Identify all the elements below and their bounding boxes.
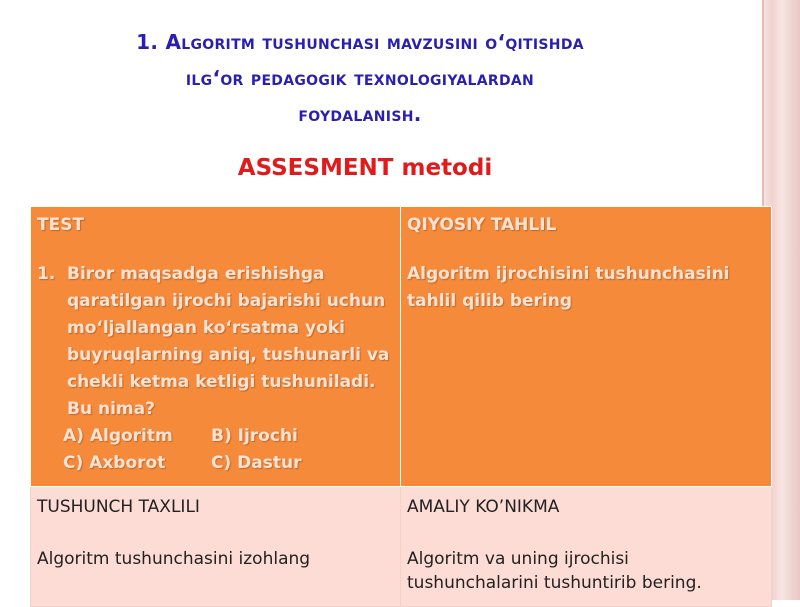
answer-options <box>37 423 394 477</box>
test-question <box>37 261 394 423</box>
assessment-table <box>30 206 772 607</box>
amaliy-heading: AMALIY KO’NIKMA <box>407 497 560 517</box>
amaliy-cell <box>401 487 772 607</box>
title-line-3: foydalanish. <box>298 102 422 126</box>
answer-option: B) Ijrochi <box>211 426 298 446</box>
answer-option: C) Axborot <box>63 453 166 473</box>
amaliy-text: Algoritm va uning ijrochisi tushunchalarini tushuntirib bering. <box>407 549 702 593</box>
question-number: 1. <box>37 264 56 284</box>
qiyosiy-text: Algoritm ijrochisini tushunchasini tahlil qilib bering <box>407 264 730 311</box>
test-cell <box>31 207 401 487</box>
answer-option: A) Algoritm <box>63 426 173 446</box>
table-row <box>31 487 772 607</box>
table-row <box>31 207 772 487</box>
slide-title <box>60 24 660 132</box>
test-heading: TEST <box>37 215 85 235</box>
qiyosiy-cell <box>401 207 772 487</box>
title-line-2: ilg‘or pedagogik texnologiyalardan <box>185 66 535 90</box>
tushuncha-heading: TUSHUNCH TAXLILI <box>37 497 200 517</box>
tushuncha-cell <box>31 487 401 607</box>
qiyosiy-heading: QIYOSIY TAHLIL <box>407 215 557 235</box>
question-text: Biror maqsadga erishishga qaratilgan ijrochi bajarishi uchun mo‘ljallangan ko‘rsatma yoki buyruqlarning aniq, tushunarli va chekli ketma ketligi tushuniladi. Bu nima? <box>67 264 390 419</box>
title-line-1: 1. Algoritm tushunchasi mavzusini o‘qitishda <box>136 30 584 54</box>
tushuncha-text: Algoritm tushunchasini izohlang <box>37 549 311 569</box>
slide-subtitle: ASSESMENT metodi <box>237 155 493 181</box>
answer-option: C) Dastur <box>211 453 302 473</box>
